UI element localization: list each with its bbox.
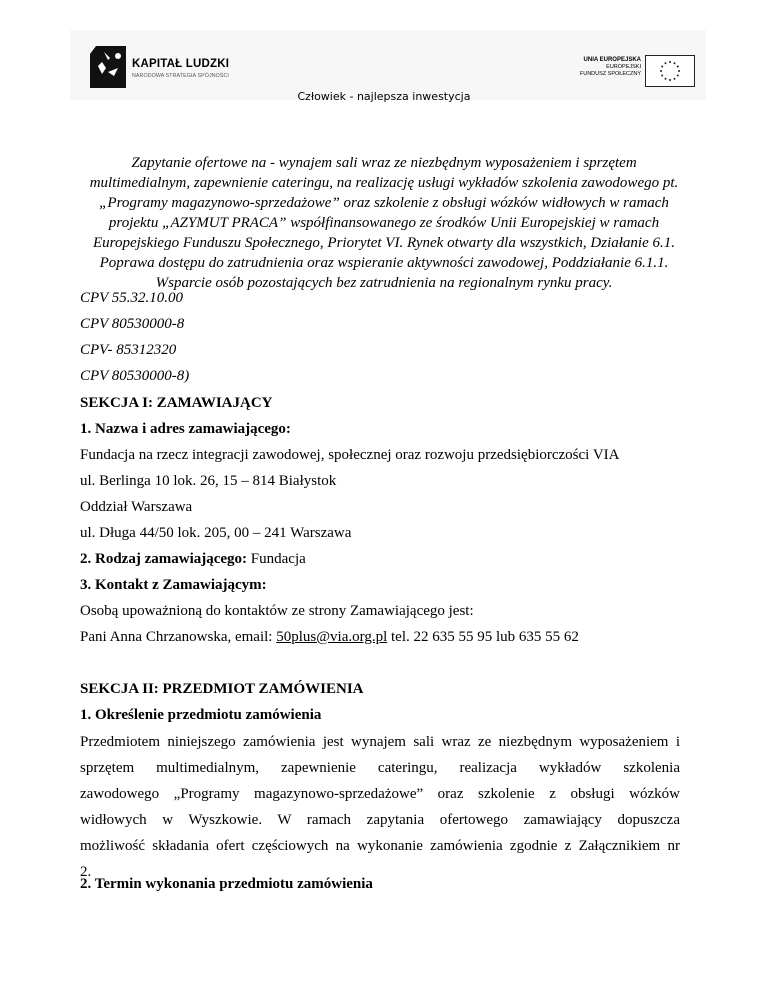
logo-subtitle: NARODOWA STRATEGIA SPÓJNOŚCI (132, 73, 229, 79)
logo-title: KAPITAŁ LUDZKI (132, 58, 230, 70)
cpv-code: CPV 80530000-8) (80, 368, 190, 384)
eu-line1: UNIA EUROPEJSKA (583, 57, 641, 63)
contact-person: Pani Anna Chrzanowska, email: (80, 629, 277, 645)
contact-phone: tel. 22 635 55 95 lub 635 55 62 (387, 629, 579, 645)
body-line: widłowych w Wyszkowie. W ramach zapytania ofertowego zamawiający dopuszcza (80, 812, 680, 828)
eu-logo (555, 55, 705, 87)
orderer-branch: Oddział Warszawa (80, 499, 193, 515)
intro-line: projektu „AZYMUT PRACA” współfinansowanego ze środków Unii Europejskiej w ramach (108, 215, 660, 231)
intro-line: Europejskiego Funduszu Społecznego, Priorytet VI. Rynek otwarty dla wszystkich, Działanie 6.1. (93, 235, 675, 251)
orderer-name: Fundacja na rzecz integracji zawodowej, społecznej oraz rozwoju przedsiębiorczości VIA (80, 447, 620, 463)
cpv-code: CPV- 85312320 (80, 342, 177, 358)
body-line: zawodowego „Programy magazynowo-sprzedażowe” oraz szkolenie z obsługi wózków (80, 786, 680, 802)
body-line: sprzętem multimedialnym, zapewnienie cateringu, realizacja wykładów szkolenia (80, 760, 680, 776)
section1-title: SEKCJA I: ZAMAWIAJĄCY (80, 395, 273, 411)
intro-title (30, 153, 738, 293)
branch-address: ul. Długa 44/50 lok. 205, 00 – 241 Warszawa (80, 525, 352, 541)
eu-line2: EUROPEJSKI (606, 64, 641, 70)
kapital-ludzki-logo (88, 44, 258, 94)
section2-heading-deadline: 2. Termin wykonania przedmiotu zamówienia (80, 876, 373, 892)
body-line: możliwość składania ofert częściowych na wykonanie zamówienia zgodnie z Załącznikiem nr (80, 838, 680, 854)
kapital-ludzki-mark-icon (88, 44, 128, 90)
tagline: Człowiek - najlepsza inwestycja (297, 90, 471, 103)
section1-heading-name-address: 1. Nazwa i adres zamawiającego: (80, 421, 291, 437)
intro-line: Wsparcie osób pozostających bez zatrudnienia na regionalnym rynku pracy. (155, 275, 613, 291)
eu-text (580, 57, 641, 78)
cpv-code: CPV 55.32.10.00 (80, 290, 184, 306)
contact-line (80, 629, 579, 646)
intro-line: Zapytanie ofertowe na - wynajem sali wraz ze niezbędnym wyposażeniem i sprzętem (131, 155, 637, 171)
section1-heading-type: 2. Rodzaj zamawiającego: (80, 551, 248, 567)
eu-flag-icon (645, 55, 695, 87)
orderer-type: Fundacja (247, 551, 306, 567)
intro-line: multimedialnym, zapewnienie cateringu, na realizację usługi wykładów szkolenia zawodowego pt. (89, 175, 679, 191)
orderer-type-line (80, 551, 306, 568)
section1-heading-contact: 3. Kontakt z Zamawiającym: (80, 577, 267, 593)
contact-intro: Osobą upoważnioną do kontaktów ze strony Zamawiającego jest: (80, 603, 474, 619)
section2-body (80, 729, 680, 885)
intro-line: Poprawa dostępu do zatrudnienia oraz wspieranie aktywności zawodowej, Poddziałanie 6.1.1. (99, 255, 669, 271)
body-line: 2. (80, 864, 92, 880)
section2-title: SEKCJA II: PRZEDMIOT ZAMÓWIENIA (80, 681, 364, 697)
body-line: Przedmiotem niniejszego zamówienia jest wynajem sali wraz ze niezbędnym wyposażeniem i (80, 734, 680, 750)
orderer-address: ul. Berlinga 10 lok. 26, 15 – 814 Białystok (80, 473, 337, 489)
contact-email-link[interactable]: 50plus@via.org.pl (276, 629, 388, 645)
cpv-code: CPV 80530000-8 (80, 316, 185, 332)
eu-line3: FUNDUSZ SPOŁECZNY (579, 71, 641, 77)
section2-heading-subject: 1. Określenie przedmiotu zamówienia (80, 707, 322, 723)
intro-line: „Programy magazynowo-sprzedażowe” oraz szkolenie z obsługi wózków widłowych w ramach (99, 195, 669, 211)
